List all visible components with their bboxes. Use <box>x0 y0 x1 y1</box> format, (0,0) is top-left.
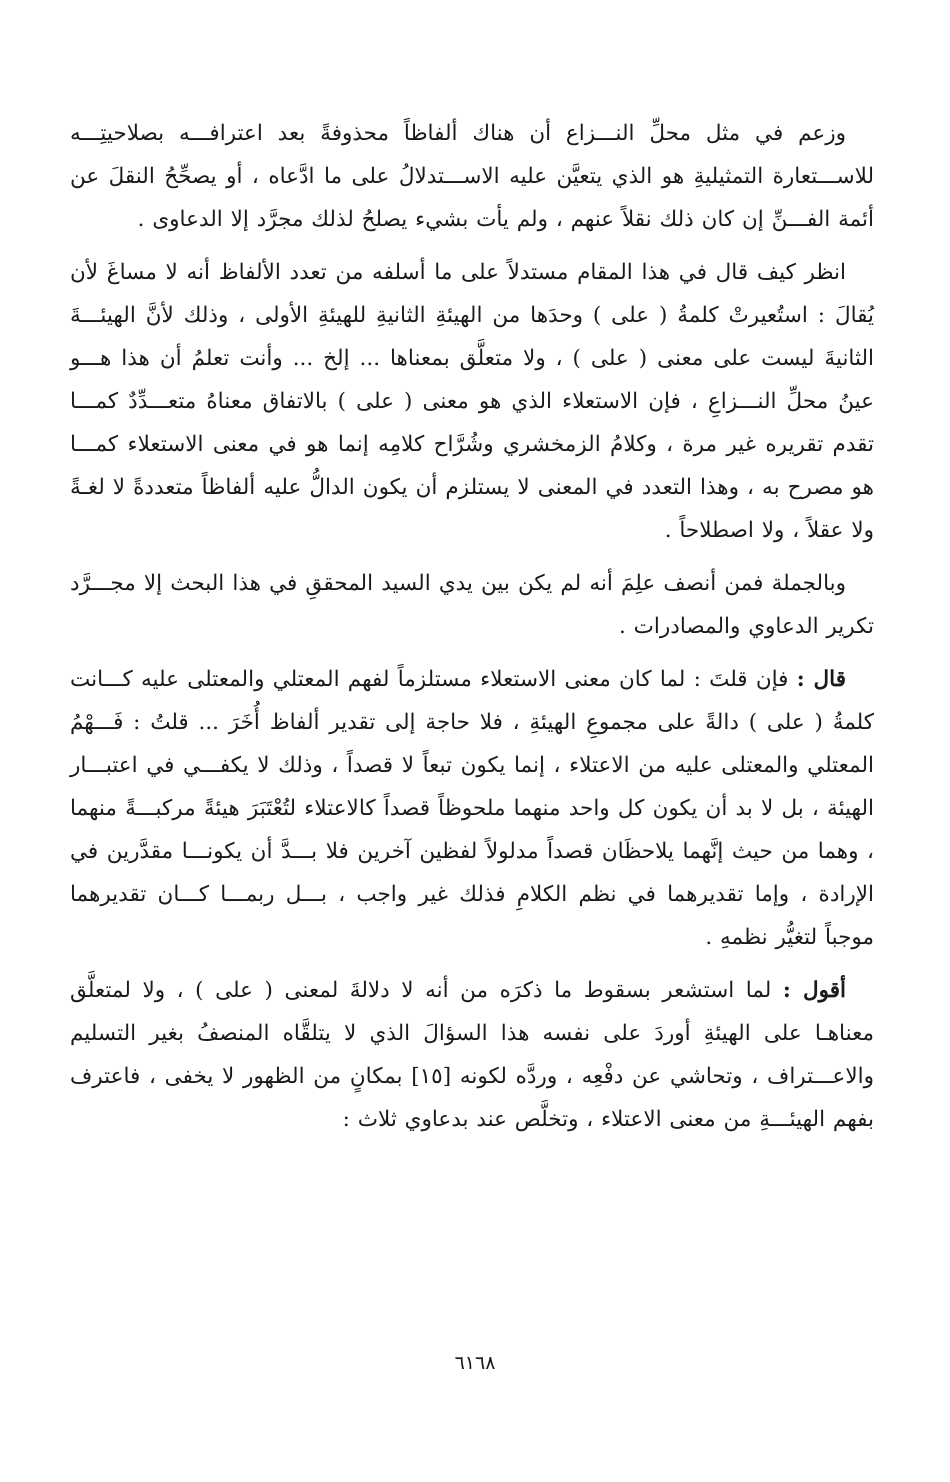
paragraph-5 <box>70 969 874 1141</box>
paragraph-1-text: وزعم في مثل محلِّ النـــزاع أن هناك ألفاظاً محذوفةً بعد اعترافـــه بصلاحيتِـــه للاســـتعارة التمثيليةِ هو الذي يتعيَّن عليه الاســـتدلالُ على ما ادَّعاه ، أو يصحِّحُ النقلَ عن أئمة الفـــنِّ إن كان ذلك نقلاً عنهم ، ولم يأت بشيء يصلحُ لذلك مجرَّد إلا الدعاوى . <box>70 121 874 232</box>
paragraph-1 <box>70 112 874 241</box>
paragraph-3 <box>70 562 874 648</box>
paragraph-4-term: قال : <box>796 667 846 692</box>
paragraph-5-term: أقول : <box>782 978 846 1003</box>
paragraph-2 <box>70 251 874 552</box>
document-page <box>70 112 874 1151</box>
page-number: ٦١٦٨ <box>454 1352 496 1374</box>
paragraph-4 <box>70 658 874 959</box>
paragraph-4-text: فإن قلتَ : لما كان معنى الاستعلاء مستلزماً لفهم المعتلي والمعتلى عليه كـــانت كلمةُ ( على ) دالةً على مجموعِ الهيئةِ ، فلا حاجة إلى تقدير ألفاظ أُخَرَ ... قلتُ : فَـــهْمُ المعتلي والمعتلى عليه من الاعتلاء ، إنما يكون تبعاً لا قصداً ، وذلك لا يكفـــي في اعتبـــار الهيئة ، بل لا بد أن يكون كل واحد منهما ملحوظاً قصداً كالاعتلاء لتُعْتَبَرَ هيئةً مركبـــةً منهما ، وهما من حيث إنَّهما يلاحظَان قصداً مدلولاً لفظين آخرين فلا بـــدَّ أن يكونـــا مقدَّرين في الإرادة ، وإما تقديرهما في نظم الكلامِ فذلك غير واجب ، بـــل ربمـــا كـــان تقديرهما موجباً لتغيُّر نظمهِ . <box>70 667 874 950</box>
paragraph-3-text: وبالجملة فمن أنصف علِمَ أنه لم يكن بين يدي السيد المحققِ في هذا البحث إلا مجـــرَّد تكرير الدعاوي والمصادرات . <box>70 571 874 639</box>
paragraph-2-text: انظر كيف قال في هذا المقام مستدلاً على ما أسلفه من تعدد الألفاظ أنه لا مساغَ لأن يُقالَ : استُعيرتْ كلمةُ ( على ) وحدَها من الهيئةِ الثانيةِ للهيئةِ الأولى ، وذلك لأنَّ الهيئـــةَ الثانيةَ ليست على معنى ( على ) ، ولا متعلَّق بمعناها ... إلخ ... وأنت تعلمُ أن هذا هـــو عينُ محلِّ النـــزاعِ ، فإن الاستعلاء الذي هو معنى ( على ) بالاتفاق معناهُ متعـــدِّدٌ كمـــا تقدم تقريره غير مرة ، وكلامُ الزمخشري وشُرَّاح كلامِه إنما هو في معنى الاستعلاء كمـــا هو مصرح به ، وهذا التعدد في المعنى لا يستلزم أن يكون الدالُّ عليه ألفاظاً متعددةً لا لغـةً ولا عقلاً ، ولا اصطلاحاً . <box>70 260 874 543</box>
paragraph-5-text: لما استشعر بسقوط ما ذكرَه من أنه لا دلالةَ لمعنى ( على ) ، ولا لمتعلَّق معناهـا على الهيئةِ أوردَ على نفسه هذا السؤالَ الذي لا يتلقَّاه المنصفُ بغير التسليم والاعـــتراف ، وتحاشي عن دفْعِه ، وردَّه لكونه [١٥] بمكانٍ من الظهور لا يخفى ، فاعترف بفهم الهيئـــةِ من معنى الاعتلاء ، وتخلَّص عند بدعاوي ثلاث : <box>70 978 875 1132</box>
